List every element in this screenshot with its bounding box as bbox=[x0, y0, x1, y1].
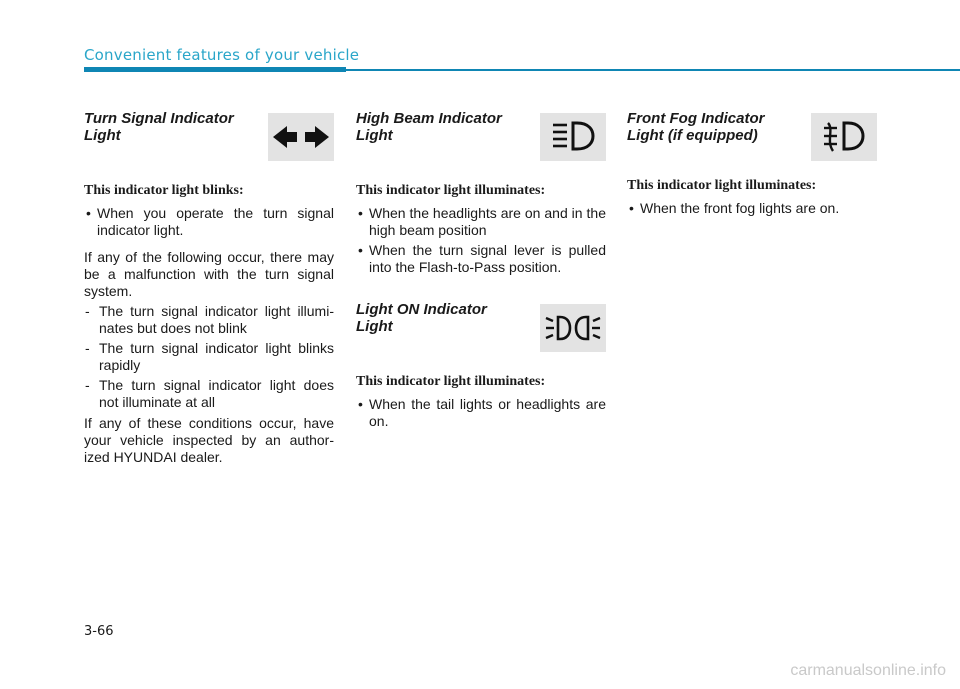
malfunction-conditions-list bbox=[84, 303, 334, 411]
list-item: - The turn signal indicator light does not illuminate at all bbox=[84, 377, 334, 411]
list-item: - The turn signal indicator light illumi-nates but does not blink bbox=[84, 303, 334, 337]
high-beam-bullets bbox=[356, 205, 606, 276]
header-rule-line bbox=[346, 69, 960, 71]
inspection-paragraph: If any of these conditions occur, have your vehicle inspected by an author-ized HYUNDAI dealer. bbox=[84, 415, 334, 465]
high-beam-title: High Beam Indicator Light bbox=[356, 110, 502, 144]
front-fog-title: Front Fog Indicator Light (if equipped) bbox=[627, 110, 765, 144]
turn-signal-subtitle: This indicator light blinks: bbox=[84, 183, 244, 198]
list-item: • When you operate the turn signal indicator light. bbox=[84, 205, 334, 239]
light-on-icon bbox=[540, 304, 606, 352]
list-item: • When the tail lights or headlights are on. bbox=[356, 396, 606, 430]
turn-signal-bullets bbox=[84, 205, 334, 239]
front-fog-section bbox=[627, 110, 877, 217]
list-item: • When the turn signal lever is pulled into the Flash-to-Pass position. bbox=[356, 242, 606, 276]
list-item: • When the headlights are on and in the high beam position bbox=[356, 205, 606, 239]
header-accent-bar bbox=[84, 67, 346, 72]
malfunction-paragraph: If any of the following occur, there may be a malfunction with the turn signal system. bbox=[84, 249, 334, 299]
front-fog-subtitle: This indicator light illuminates: bbox=[627, 178, 817, 193]
turn-signal-title: Turn Signal Indicator Light bbox=[84, 110, 234, 144]
light-on-bullets bbox=[356, 396, 606, 430]
front-fog-icon bbox=[811, 113, 877, 161]
column-right bbox=[627, 110, 877, 220]
section-header-title: Convenient features of your vehicle bbox=[84, 46, 360, 64]
light-on-section bbox=[356, 301, 606, 430]
column-middle bbox=[356, 110, 606, 433]
watermark: carmanualsonline.info bbox=[790, 662, 946, 679]
page-number: 3-66 bbox=[84, 624, 114, 639]
column-left bbox=[84, 110, 334, 469]
light-on-subtitle: This indicator light illuminates: bbox=[356, 374, 546, 389]
high-beam-icon bbox=[540, 113, 606, 161]
list-item: • When the front fog lights are on. bbox=[627, 200, 877, 217]
turn-signal-section bbox=[84, 110, 334, 466]
turn-signal-arrows-icon bbox=[268, 113, 334, 161]
light-on-title: Light ON Indicator Light bbox=[356, 301, 487, 335]
list-item: - The turn signal indicator light blinks rapidly bbox=[84, 340, 334, 374]
front-fog-bullets bbox=[627, 200, 877, 217]
high-beam-section bbox=[356, 110, 606, 276]
high-beam-subtitle: This indicator light illuminates: bbox=[356, 183, 546, 198]
